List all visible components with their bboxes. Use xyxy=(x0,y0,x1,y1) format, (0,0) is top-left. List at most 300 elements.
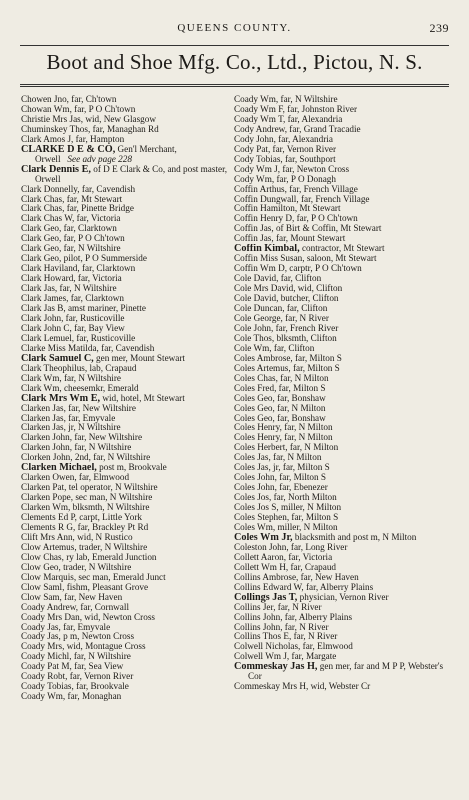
entry-detail: far, Vernon River xyxy=(67,672,134,682)
entry-name: Coady Pat M, xyxy=(21,662,72,672)
directory-entry xyxy=(234,613,452,623)
directory-entry xyxy=(234,274,452,284)
entry-name: Coles John, xyxy=(234,473,277,483)
entry-detail: far, French Village xyxy=(286,184,358,194)
entry-detail: wid, Webster Cr xyxy=(308,682,371,692)
entry-detail: carpt, Little York xyxy=(76,513,142,523)
entry-name: Clark Geo, xyxy=(21,244,62,254)
entry-detail: far, P O Ch'town xyxy=(294,214,358,224)
directory-entry xyxy=(21,404,239,414)
entry-name: Coady Michl, xyxy=(21,652,72,662)
entry-name: Clark John C, xyxy=(21,323,72,333)
entry-detail: gen mer, far and M P P, Webster's Cor xyxy=(248,662,444,682)
directory-entry xyxy=(234,583,452,593)
directory-entry xyxy=(234,364,452,374)
entry-detail: lab, Crapaud xyxy=(87,363,137,373)
entry-name: Clow Saml, xyxy=(21,582,65,592)
entry-name: Coles Jas, xyxy=(234,463,271,473)
entry-name: Clark Haviland, xyxy=(21,264,80,274)
entry-detail: jr, far, Milton S xyxy=(270,463,330,473)
entry-name: Clow Geo, xyxy=(21,562,61,572)
entry-detail: contractor, Mt Stewart xyxy=(299,244,385,254)
directory-entry xyxy=(234,503,452,513)
entry-detail: of D E Clark & Co, and post master, Orwell xyxy=(35,164,228,184)
directory-entry xyxy=(21,314,239,324)
entry-name: Clark Chas W, xyxy=(21,214,75,224)
right-column xyxy=(234,95,452,692)
page-number: 239 xyxy=(429,21,449,35)
entry-name: Coffin Wm D, xyxy=(234,264,287,274)
entry-detail: far, Bonshaw xyxy=(274,393,326,403)
left-column xyxy=(21,95,239,702)
entry-name: Coles Herbert, xyxy=(234,443,288,453)
directory-entry xyxy=(234,334,452,344)
entry-detail: jr, N Wiltshire xyxy=(65,423,121,433)
entry-detail: gen mer, Mount Stewart xyxy=(93,353,185,363)
directory-entry xyxy=(234,324,452,334)
entry-detail: wid, Montague Cross xyxy=(64,642,146,652)
directory-entry xyxy=(21,165,239,185)
entry-name: Cody Tobias, xyxy=(234,154,283,164)
directory-entry xyxy=(21,503,239,513)
directory-entry xyxy=(234,214,452,224)
entry-name: Coles Geo, xyxy=(234,393,275,403)
directory-entry xyxy=(234,414,452,424)
directory-entry xyxy=(21,543,239,553)
entry-detail: far, N Milton xyxy=(281,423,333,433)
directory-entry xyxy=(21,553,239,563)
directory-entry xyxy=(234,404,452,414)
directory-entry xyxy=(234,443,452,453)
entry-name: Christie Mrs Jas, xyxy=(21,114,84,124)
directory-entry xyxy=(21,254,239,264)
directory-entry xyxy=(21,145,239,165)
directory-entry xyxy=(21,463,239,473)
entry-detail: far, Alexandria xyxy=(285,114,343,124)
entry-detail: of Birt & Coffin, Mt Stewart xyxy=(273,224,382,234)
directory-entry xyxy=(21,244,239,254)
directory-entry xyxy=(21,274,239,284)
directory-entry xyxy=(21,105,239,115)
entry-detail: wid, New Glasgow xyxy=(83,114,156,124)
entry-name: Clark Geo, xyxy=(21,234,62,244)
entry-name: Cody Wm, xyxy=(234,174,275,184)
directory-entry xyxy=(21,563,239,573)
directory-entry xyxy=(234,463,452,473)
directory-entry xyxy=(234,374,452,384)
directory-entry xyxy=(234,175,452,185)
directory-entry xyxy=(21,384,239,394)
directory-entry xyxy=(21,125,239,135)
entry-name: Colwell Nicholas, xyxy=(234,642,301,652)
entry-name: Coles Jas, xyxy=(234,453,271,463)
entry-detail: far, Bay View xyxy=(71,323,125,333)
directory-entry xyxy=(234,195,452,205)
directory-entry xyxy=(234,264,452,274)
entry-detail: far, Cavendish xyxy=(98,343,155,353)
entry-name: Coffin Kimbal, xyxy=(234,244,300,255)
entry-detail: far, New Haven xyxy=(61,592,123,602)
banner-top-rule xyxy=(20,45,449,46)
directory-entry xyxy=(234,165,452,175)
directory-entry xyxy=(234,204,452,214)
directory-entry xyxy=(234,354,452,364)
entry-name: Clark Mrs Wm E, xyxy=(21,393,101,404)
entry-detail: far, French River xyxy=(273,323,339,333)
directory-entry xyxy=(21,513,239,523)
entry-name: Coles Artemus, xyxy=(234,363,291,373)
entry-name: Coady Jas, xyxy=(21,632,61,642)
entry-name: Coffin Dungwall, xyxy=(234,194,299,204)
entry-detail: far, Brackley Pt Rd xyxy=(75,522,149,532)
directory-entry xyxy=(234,125,452,135)
directory-entry xyxy=(234,384,452,394)
entry-name: Coles Fred, xyxy=(234,383,277,393)
entry-name: Coffin Henry D, xyxy=(234,214,295,224)
entry-detail: Gen'l Merchant, xyxy=(115,144,177,154)
directory-entry xyxy=(234,284,452,294)
entry-detail: far, N Wiltshire xyxy=(61,373,121,383)
entry-detail: blksmth, Clifton xyxy=(274,333,337,343)
directory-entry xyxy=(21,672,239,682)
entry-name: Coady Wm, xyxy=(21,692,66,702)
entry-name: Coffin Arthus, xyxy=(234,184,287,194)
directory-entry xyxy=(21,423,239,433)
entry-name: Collings Jas T, xyxy=(234,592,298,603)
entry-detail: butcher, Clifton xyxy=(278,294,339,304)
entry-detail: pilot, P O Summerside xyxy=(61,254,147,264)
entry-detail: far, Victoria xyxy=(286,552,333,562)
entry-detail: far, Monaghan xyxy=(65,692,122,702)
directory-entry xyxy=(234,662,452,682)
advertising-banner: Boot and Shoe Mfg. Co., Ltd., Pictou, N. S. xyxy=(46,50,423,74)
entry-name: Collins Ambrose, xyxy=(234,572,299,582)
entry-name: Chowan Wm, xyxy=(21,104,72,114)
entry-name: Clow Artemus, xyxy=(21,542,77,552)
entry-detail: far, Clarktown xyxy=(68,294,124,304)
directory-entry xyxy=(21,324,239,334)
entry-detail: cheesemkr, Emerald xyxy=(61,383,139,393)
entry-detail: Mt Stewart xyxy=(297,204,341,214)
entry-detail: far, Margate xyxy=(289,652,337,662)
entry-detail: saloon, Mt Stewart xyxy=(304,254,377,264)
entry-name: Coady Robt, xyxy=(21,672,68,682)
directory-entry xyxy=(234,642,452,652)
entry-detail: far, P O Donagh xyxy=(274,174,336,184)
entry-name: Cody Pat, xyxy=(234,144,271,154)
entry-detail: far, N River xyxy=(291,632,338,642)
entry-name: Clements R G, xyxy=(21,522,76,532)
entry-name: Clark Chas, xyxy=(21,204,65,214)
entry-detail: trader, N Wiltshire xyxy=(60,562,132,572)
entry-name: Coles Jos, xyxy=(234,493,272,503)
entry-detail: far, Clifton xyxy=(271,343,315,353)
entry-name: Clements Ed P, xyxy=(21,513,77,523)
entry-detail: far, Victoria xyxy=(75,274,122,284)
directory-entry xyxy=(21,593,239,603)
entry-name: Coles Wm Jr, xyxy=(234,532,293,543)
directory-entry xyxy=(234,682,452,692)
entry-name: Coles Chas, xyxy=(234,373,278,383)
entry-name: Cody John, xyxy=(234,134,276,144)
entry-name: Clarken Wm, xyxy=(21,503,71,513)
entry-name: Clorken John, xyxy=(21,453,73,463)
entry-name: Clarken Michael, xyxy=(21,463,97,474)
entry-detail: amst mariner, Pinette xyxy=(65,304,146,314)
entry-detail: trader, N Wiltshire xyxy=(76,542,148,552)
entry-detail: ry lab, Emerald Junction xyxy=(63,552,157,562)
entry-detail: far, Managhan Rd xyxy=(90,124,159,134)
entry-detail: far, Rusticoville xyxy=(74,333,136,343)
entry-detail: far, Johnston River xyxy=(284,104,358,114)
entry-detail: miller, N Milton xyxy=(278,503,342,513)
entry-detail: far, Milton S xyxy=(276,383,326,393)
entry-detail: post m, Brookvale xyxy=(96,463,167,473)
entry-name: Collins John, xyxy=(234,622,283,632)
entry-name: Clark Samuel C, xyxy=(21,353,94,364)
entry-name: Clarken John, xyxy=(21,443,73,453)
entry-name: Clift Mrs Ann, xyxy=(21,532,75,542)
entry-name: Clark Geo, xyxy=(21,254,62,264)
entry-name: Collett Aaron, xyxy=(234,552,287,562)
entry-detail: far, Crapaud xyxy=(288,562,337,572)
directory-entry xyxy=(21,692,239,702)
entry-detail: far, N Milton xyxy=(287,443,339,453)
entry-name: Collins Jer, xyxy=(234,602,276,612)
directory-entry xyxy=(21,195,239,205)
directory-entry xyxy=(234,553,452,563)
directory-entry xyxy=(234,105,452,115)
entry-name: Coady Wm T, xyxy=(234,114,286,124)
entry-detail: blacksmith and post m, N Milton xyxy=(292,532,417,542)
entry-name: Clarken Jas, xyxy=(21,423,66,433)
directory-entry xyxy=(21,374,239,384)
entry-name: Collett Wm H, xyxy=(234,562,289,572)
directory-entry xyxy=(21,433,239,443)
entry-detail: far, N Milton xyxy=(274,403,326,413)
directory-entry xyxy=(21,642,239,652)
directory-entry xyxy=(21,453,239,463)
entry-name: Clark James, xyxy=(21,294,69,304)
directory-entry xyxy=(21,354,239,364)
entry-name: Commeskay Mrs H, xyxy=(234,682,309,692)
advertisement-note: See adv page 228 xyxy=(67,153,132,164)
directory-entry xyxy=(21,185,239,195)
entry-detail: far, New Wiltshire xyxy=(65,403,136,413)
running-header xyxy=(0,20,469,36)
entry-name: Clow Chas, xyxy=(21,552,64,562)
entry-detail: far, N Wiltshire xyxy=(57,284,117,294)
directory-entry xyxy=(21,623,239,633)
entry-detail: sec man, Emerald Junct xyxy=(76,572,166,582)
entry-name: Clark Jas B, xyxy=(21,304,66,314)
directory-entry xyxy=(234,543,452,553)
entry-name: Cole David, xyxy=(234,294,279,304)
entry-name: Coles Wm, xyxy=(234,522,276,532)
entry-detail: far, Brookvale xyxy=(73,682,129,692)
entry-name: Coady Wm, xyxy=(234,95,279,104)
entry-detail: far, Milton S xyxy=(289,513,339,523)
entry-detail: far, New Wiltshire xyxy=(72,433,143,443)
entry-name: Coffin Jas, xyxy=(234,224,274,234)
entry-detail: miller, N Milton xyxy=(275,522,338,532)
entry-detail: far, N Wiltshire xyxy=(278,95,338,104)
directory-entry xyxy=(234,394,452,404)
entry-detail: sec man, N Wiltshire xyxy=(73,493,153,503)
entry-name: Coffin Jas, xyxy=(234,234,274,244)
directory-entry xyxy=(21,204,239,214)
entry-detail: far, French Village xyxy=(298,194,370,204)
entry-name: Clark Theophilus, xyxy=(21,363,88,373)
directory-entry xyxy=(21,583,239,593)
entry-name: Coady Mrs, xyxy=(21,642,65,652)
directory-entry xyxy=(234,483,452,493)
entry-name: Coleston John, xyxy=(234,542,289,552)
directory-entry xyxy=(234,135,452,145)
directory-entry xyxy=(234,533,452,543)
entry-detail: far, Clarktown xyxy=(79,264,136,274)
entry-detail: blksmth, N Wiltshire xyxy=(70,503,150,513)
entry-detail: far, N Wiltshire xyxy=(71,652,131,662)
directory-entry xyxy=(21,662,239,672)
entry-detail: far, Alberry Plains xyxy=(303,582,374,592)
entry-name: Coady Tobias, xyxy=(21,682,74,692)
entry-detail: far, Cornwall xyxy=(78,602,129,612)
directory-entry xyxy=(21,264,239,274)
entry-detail: far, Milton S xyxy=(292,353,342,363)
directory-entry xyxy=(21,473,239,483)
entry-name: Clark Geo, xyxy=(21,224,62,234)
directory-entry xyxy=(21,394,239,404)
directory-entry xyxy=(234,294,452,304)
directory-entry xyxy=(234,234,452,244)
entry-detail: far, Alexandria xyxy=(275,134,333,144)
entry-detail: far, Mt Stewart xyxy=(64,194,123,204)
directory-entry xyxy=(234,513,452,523)
entry-name: Coles Stephen, xyxy=(234,513,290,523)
entry-name: Coady Jas, xyxy=(21,622,61,632)
directory-entry xyxy=(234,344,452,354)
banner-bottom-rule xyxy=(20,84,449,85)
entry-detail: 2nd, far, N Wiltshire xyxy=(72,453,151,463)
directory-entry xyxy=(21,493,239,503)
entry-name: Clark Lemuel, xyxy=(21,333,75,343)
entry-name: Cody Wm J, xyxy=(234,164,281,174)
entry-detail: far, Rusticoville xyxy=(63,313,125,323)
entry-detail: far, N Wiltshire xyxy=(61,244,121,254)
entry-name: Coles Henry, xyxy=(234,423,282,433)
entry-detail: far, Alberry Plains xyxy=(282,612,353,622)
entry-name: Chuminskey Thos, xyxy=(21,124,91,134)
entry-name: Clark Amos J, xyxy=(21,134,74,144)
entry-detail: far, Newton Cross xyxy=(280,164,350,174)
directory-entry xyxy=(234,95,452,105)
entry-detail: far, Southport xyxy=(282,154,336,164)
directory-entry xyxy=(234,314,452,324)
directory-entry xyxy=(234,593,452,603)
entry-detail: far, P O Ch'town xyxy=(71,104,136,114)
entry-name: Coady Andrew, xyxy=(21,602,79,612)
directory-entry xyxy=(21,573,239,583)
directory-entry xyxy=(21,224,239,234)
entry-detail: far, Mount Stewart xyxy=(273,234,346,244)
entry-name: Colwell Wm J, xyxy=(234,652,290,662)
directory-entry xyxy=(234,155,452,165)
directory-entry xyxy=(234,145,452,155)
directory-entry xyxy=(21,682,239,692)
entry-detail: far, Bonshaw xyxy=(274,413,326,423)
directory-entry xyxy=(234,453,452,463)
entry-detail: far, Milton S xyxy=(290,363,340,373)
entry-detail: far, Long River xyxy=(288,542,348,552)
entry-name: Clark Chas, xyxy=(21,194,65,204)
entry-name: Clarke Miss Matilda, xyxy=(21,343,99,353)
entry-name: Coles Ambrose, xyxy=(234,353,293,363)
entry-detail: far, Victoria xyxy=(74,214,121,224)
directory-entry xyxy=(234,423,452,433)
entry-detail: far, North Milton xyxy=(271,493,337,503)
directory-entry xyxy=(234,563,452,573)
entry-name: Coles Geo, xyxy=(234,403,275,413)
entry-name: Cole George, xyxy=(234,313,283,323)
entry-detail: tel operator, N Wiltshire xyxy=(66,483,158,493)
entry-detail: carptr, P O Ch'town xyxy=(287,264,362,274)
entry-name: Chowen Jno, xyxy=(21,95,69,104)
directory-entry xyxy=(21,603,239,613)
entry-detail: wid, Newton Cross xyxy=(82,612,155,622)
entry-detail: far, Ch'town xyxy=(68,95,117,104)
entry-detail: far, Grand Tracadie xyxy=(287,124,361,134)
entry-detail: far, Pinette Bridge xyxy=(64,204,134,214)
directory-entry xyxy=(234,632,452,642)
entry-detail: far, Sea View xyxy=(71,662,124,672)
entry-detail: far, Hampton xyxy=(73,134,125,144)
entry-name: Clarken Jas, xyxy=(21,413,66,423)
entry-detail: far, P O Ch'town xyxy=(61,234,125,244)
entry-name: Clarken Jas, xyxy=(21,403,66,413)
entry-name: Coady Mrs Dan, xyxy=(21,612,82,622)
directory-entry xyxy=(234,304,452,314)
directory-entry xyxy=(234,433,452,443)
entry-name: Clarken Owen, xyxy=(21,473,77,483)
entry-name: Coles John, xyxy=(234,483,277,493)
entry-detail: far, Clifton xyxy=(278,274,322,284)
directory-entry xyxy=(21,95,239,105)
entry-name: Clarken Pat, xyxy=(21,483,67,493)
directory-entry xyxy=(234,254,452,264)
entry-name: Cole John, xyxy=(234,323,274,333)
directory-entry xyxy=(234,523,452,533)
directory-entry xyxy=(234,244,452,254)
entry-detail: wid, N Rustico xyxy=(74,532,133,542)
entry-name: Clarken Pope, xyxy=(21,493,74,503)
directory-entry xyxy=(21,344,239,354)
directory-entry xyxy=(234,473,452,483)
directory-entry xyxy=(21,443,239,453)
entry-name: Clark Howard, xyxy=(21,274,76,284)
entry-detail: far, Clarktown xyxy=(61,224,117,234)
entry-name: Collins John, xyxy=(234,612,283,622)
entry-detail: far, Milton S xyxy=(276,473,327,483)
entry-detail: far, N Milton xyxy=(277,373,329,383)
entry-detail: physician, Vernon River xyxy=(297,592,389,602)
directory-entry xyxy=(234,493,452,503)
entry-detail: far, Clifton xyxy=(284,304,328,314)
directory-entry xyxy=(21,135,239,145)
entry-detail: wid, hotel, Mt Stewart xyxy=(100,393,185,403)
entry-name: Cole Thos, xyxy=(234,333,275,343)
directory-entry xyxy=(234,573,452,583)
